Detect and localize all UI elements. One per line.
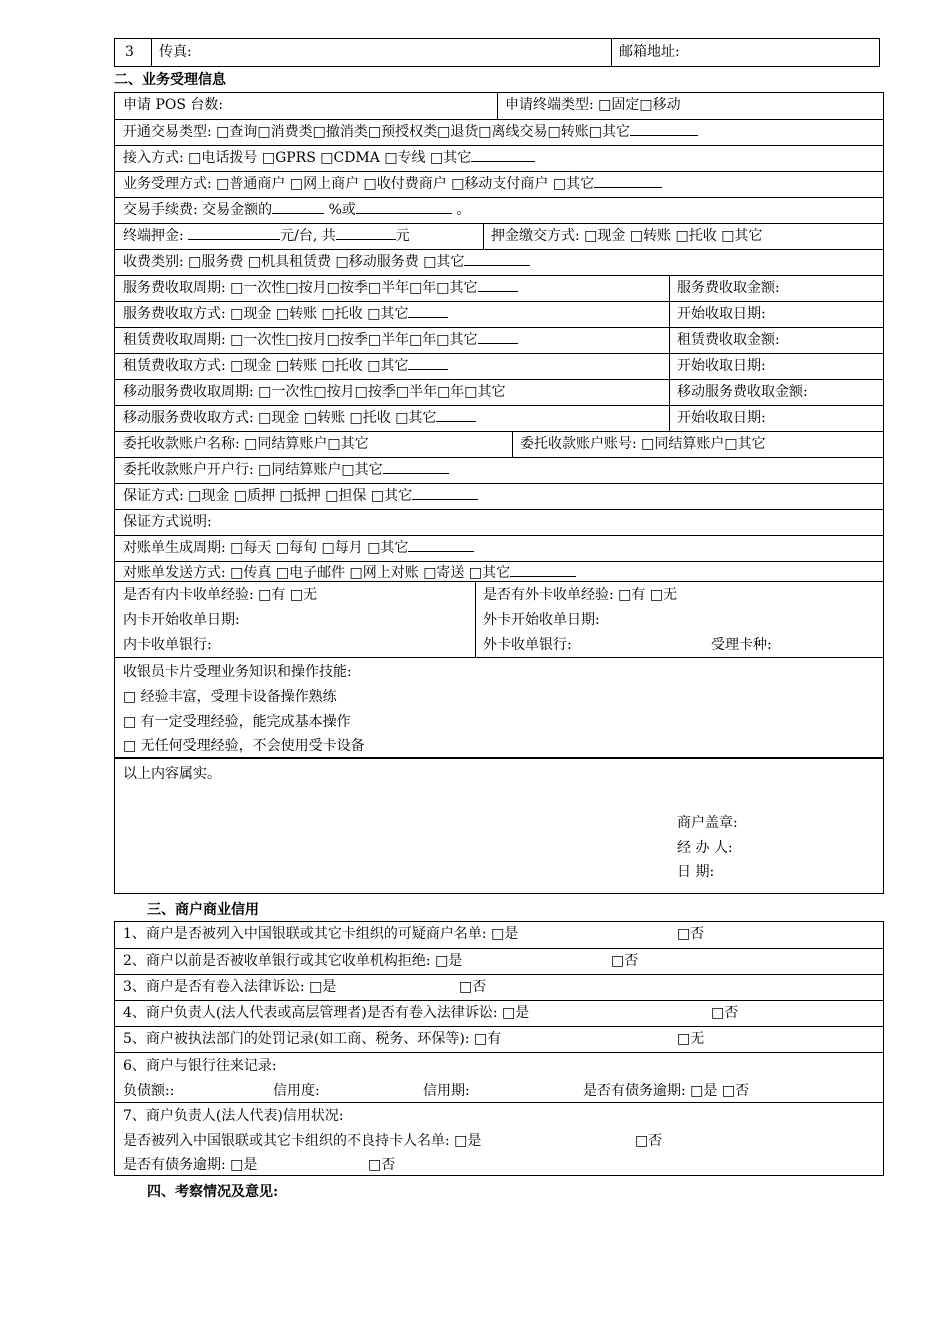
rental-fee-amount-field: 租赁费收取金额: <box>677 332 780 348</box>
email-field: 邮箱地址: <box>619 44 680 60</box>
service-fee-method-field: 服务费收取方式: □现金 □转账 □托收 □其它 <box>115 302 669 327</box>
service-fee-amount-field: 服务费收取金额: <box>677 280 780 296</box>
credit-q3-no: □否 <box>459 979 487 995</box>
business-info-table <box>114 92 884 894</box>
credit-q1-no: □否 <box>677 926 705 942</box>
fee-category-field: 收费类别: □服务费 □机具租赁费 □移动服务费 □其它 <box>115 250 883 275</box>
biz-mode-field: 业务受理方式: □普通商户 □网上商户 □收付费商户 □移动支付商户 □其它 <box>115 172 883 197</box>
cashier-option-3: □ 无任何受理经验，不会使用受卡设备 <box>123 738 365 754</box>
rental-fee-cycle-field: 租赁费收取周期: □一次性□按月□按季□半年□年□其它 <box>115 328 669 353</box>
section4-title: 四、考察情况及意见: <box>147 1184 279 1200</box>
credit-q7-blacklist-no: □否 <box>635 1133 663 1149</box>
mobile-fee-amount-field: 移动服务费收取金额: <box>677 384 808 400</box>
credit-q7-overdue: 是否有债务逾期: □是 <box>123 1157 258 1173</box>
credit-q6-title: 6、商户与银行往来记录: <box>123 1058 277 1074</box>
trust-account-no-field: 委托收款账户账号: □同结算账户□其它 <box>520 436 766 452</box>
credit-q4: 4、商户负责人(法人代表或高层管理者)是否有卷入法律诉讼: □是 <box>123 1005 530 1021</box>
credit-q3: 3、商户是否有卷入法律诉讼: □是 <box>123 979 337 995</box>
inner-card-start: 内卡开始收单日期: <box>123 612 240 628</box>
access-mode-field: 接入方式: □电话拨号 □GPRS □CDMA □专线 □其它 <box>115 146 883 171</box>
confirm-text: 以上内容属实。 <box>123 766 221 782</box>
trust-account-name-field: 委托收款账户名称: □同结算账户□其它 <box>123 436 369 452</box>
deposit-pay-field: 押金缴交方式: □现金 □转账 □托收 □其它 <box>491 228 763 244</box>
credit-q2-no: □否 <box>611 953 639 969</box>
date: 日 期: <box>677 864 715 880</box>
credit-q1: 1、商户是否被列入中国银联或其它卡组织的可疑商户名单: □是 <box>123 926 519 942</box>
row-number: 3 <box>125 44 134 60</box>
guarantee-field: 保证方式: □现金 □质押 □抵押 □担保 □其它 <box>115 484 883 509</box>
service-fee-cycle-field: 服务费收取周期: □一次性□按月□按季□半年□年□其它 <box>115 276 669 301</box>
handler: 经 办 人: <box>677 840 733 856</box>
cashier-option-1: □ 经验丰富，受理卡设备操作熟练 <box>123 689 337 705</box>
credit-q6-debt: 负债额:: <box>123 1083 175 1099</box>
txn-fee-field: 交易手续费: 交易金额的 %或 。 <box>115 198 883 223</box>
mobile-fee-method-field: 移动服务费收取方式: □现金 □转账 □托收 □其它 <box>115 406 669 431</box>
terminal-type-field: 申请终端类型: □固定□移动 <box>505 97 681 113</box>
inner-card-block <box>115 582 475 658</box>
statement-cycle-field: 对账单生成周期: □每天 □每旬 □每月 □其它 <box>115 536 883 561</box>
credit-q2: 2、商户以前是否被收单银行或其它收单机构拒绝: □是 <box>123 953 463 969</box>
credit-q6-credit: 信用度: <box>273 1083 320 1099</box>
outer-card-block <box>475 582 883 658</box>
credit-q5: 5、商户被执法部门的处罚记录(如工商、税务、环保等): □有 <box>123 1031 502 1047</box>
credit-q7-blacklist: 是否被列入中国银联或其它卡组织的不良持卡人名单: □是 <box>123 1133 482 1149</box>
credit-q5-no: □无 <box>677 1031 705 1047</box>
contact-row-table <box>114 38 880 67</box>
cashier-option-2: □ 有一定受理经验，能完成基本操作 <box>123 714 351 730</box>
rental-fee-start-field: 开始收取日期: <box>677 358 766 374</box>
pos-count-field: 申请 POS 台数: <box>123 97 224 113</box>
credit-table <box>114 921 884 1176</box>
mobile-fee-cycle-field: 移动服务费收取周期: □一次性□按月□按季□半年□年□其它 <box>123 384 506 400</box>
card-kind: 受理卡种: <box>711 637 772 653</box>
inner-card-bank: 内卡收单银行: <box>123 637 212 653</box>
cashier-title: 收银员卡片受理业务知识和操作技能: <box>123 664 352 680</box>
outer-card-exp: 是否有外卡收单经验: □有 □无 <box>483 587 678 603</box>
credit-q7-title: 7、商户负责人(法人代表)信用状况: <box>123 1108 344 1124</box>
outer-card-start: 外卡开始收单日期: <box>483 612 600 628</box>
credit-q6-overdue: 是否有债务逾期: □是 □否 <box>583 1083 750 1099</box>
trust-bank-field: 委托收款账户开户行: □同结算账户□其它 <box>115 458 883 483</box>
merchant-seal: 商户盖章: <box>677 815 738 831</box>
statement-send-field: 对账单发送方式: □传真 □电子邮件 □网上对账 □寄送 □其它 <box>115 562 883 581</box>
mobile-fee-start-field: 开始收取日期: <box>677 410 766 426</box>
credit-q7-overdue-no: □否 <box>368 1157 396 1173</box>
service-fee-start-field: 开始收取日期: <box>677 306 766 322</box>
section2-title: 二、业务受理信息 <box>114 72 226 88</box>
deposit-field: 终端押金: 元/台, 共 元 <box>115 224 483 249</box>
guarantee-note-field: 保证方式说明: <box>123 514 212 530</box>
fax-field: 传真: <box>159 44 192 60</box>
rental-fee-method-field: 租赁费收取方式: □现金 □转账 □托收 □其它 <box>115 354 669 379</box>
inner-card-exp: 是否有内卡收单经验: □有 □无 <box>123 587 318 603</box>
credit-q6-period: 信用期: <box>423 1083 470 1099</box>
txn-types-field: 开通交易类型: □查询□消费类□撤消类□预授权类□退货□离线交易□转账□其它 <box>115 120 883 145</box>
credit-q4-no: □否 <box>711 1005 739 1021</box>
section3-title: 三、商户商业信用 <box>147 902 259 918</box>
outer-card-bank: 外卡收单银行: <box>483 637 572 653</box>
